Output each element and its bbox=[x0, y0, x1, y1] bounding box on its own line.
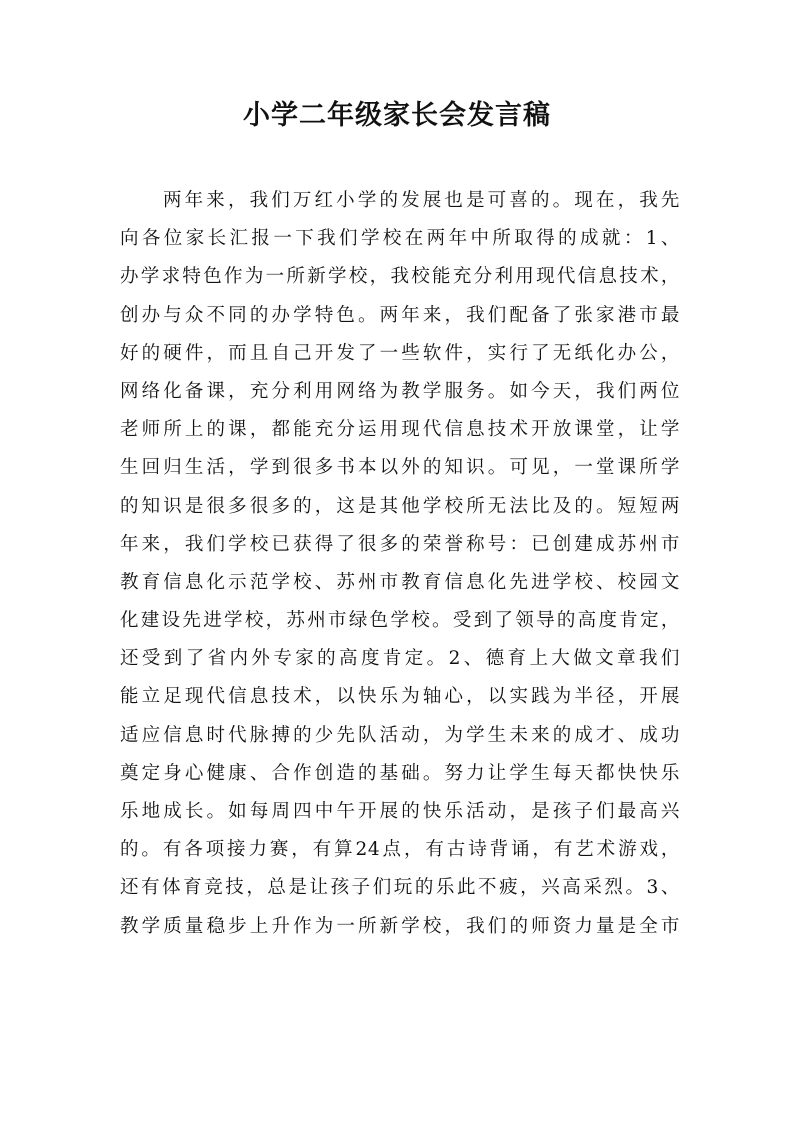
body-line: 办学求特色作为一所新学校，我校能充分利用现代信息技术， bbox=[120, 266, 680, 288]
body-line: 的知识是很多很多的，这是其他学校所无法比及的。短短两 bbox=[120, 495, 680, 517]
body-line: 好的硬件，而且自己开发了一些软件，实行了无纸化办公， bbox=[120, 342, 680, 364]
body-line: 适应信息时代脉搏的少先队活动，为学生未来的成才、成功 bbox=[120, 724, 680, 746]
body-line: 两年来，我们万红小学的发展也是可喜的。现在，我先 bbox=[163, 190, 680, 211]
body-line: 向各位家长汇报一下我们学校在两年中所取得的成就：1、 bbox=[120, 228, 680, 250]
body-line: 还受到了省内外专家的高度肯定。2、德育上大做文章我们 bbox=[120, 648, 680, 670]
body-line: 年来，我们学校已获得了很多的荣誉称号：已创建成苏州市 bbox=[120, 533, 680, 555]
body-line: 奠定身心健康、合作创造的基础。努力让学生每天都快快乐 bbox=[120, 762, 680, 784]
body-line: 乐地成长。如每周四中午开展的快乐活动，是孩子们最高兴 bbox=[120, 801, 680, 822]
body-line: 教育信息化示范学校、苏州市教育信息化先进学校、校园文 bbox=[120, 571, 680, 593]
body-line: 生回归生活，学到很多书本以外的知识。可见，一堂课所学 bbox=[120, 457, 680, 479]
body-line: 网络化备课，充分利用网络为教学服务。如今天，我们两位 bbox=[120, 380, 680, 402]
body-line: 老师所上的课，都能充分运用现代信息技术开放课堂，让学 bbox=[120, 419, 680, 441]
document-title: 小学二年级家长会发言稿 bbox=[243, 100, 551, 131]
document-body bbox=[120, 182, 680, 946]
body-line: 的。有各项接力赛，有算24点，有古诗背诵，有艺术游戏， bbox=[120, 839, 680, 861]
body-line: 化建设先进学校，苏州市绿色学校。受到了领导的高度肯定， bbox=[120, 610, 680, 632]
body-line: 能立足现代信息技术，以快乐为轴心，以实践为半径，开展 bbox=[120, 686, 680, 708]
body-line: 教学质量稳步上升作为一所新学校，我们的师资力量是全市 bbox=[120, 915, 680, 937]
body-line: 还有体育竞技，总是让孩子们玩的乐此不疲，兴高采烈。3、 bbox=[120, 877, 680, 899]
body-line: 创办与众不同的办学特色。两年来，我们配备了张家港市最 bbox=[120, 304, 680, 326]
